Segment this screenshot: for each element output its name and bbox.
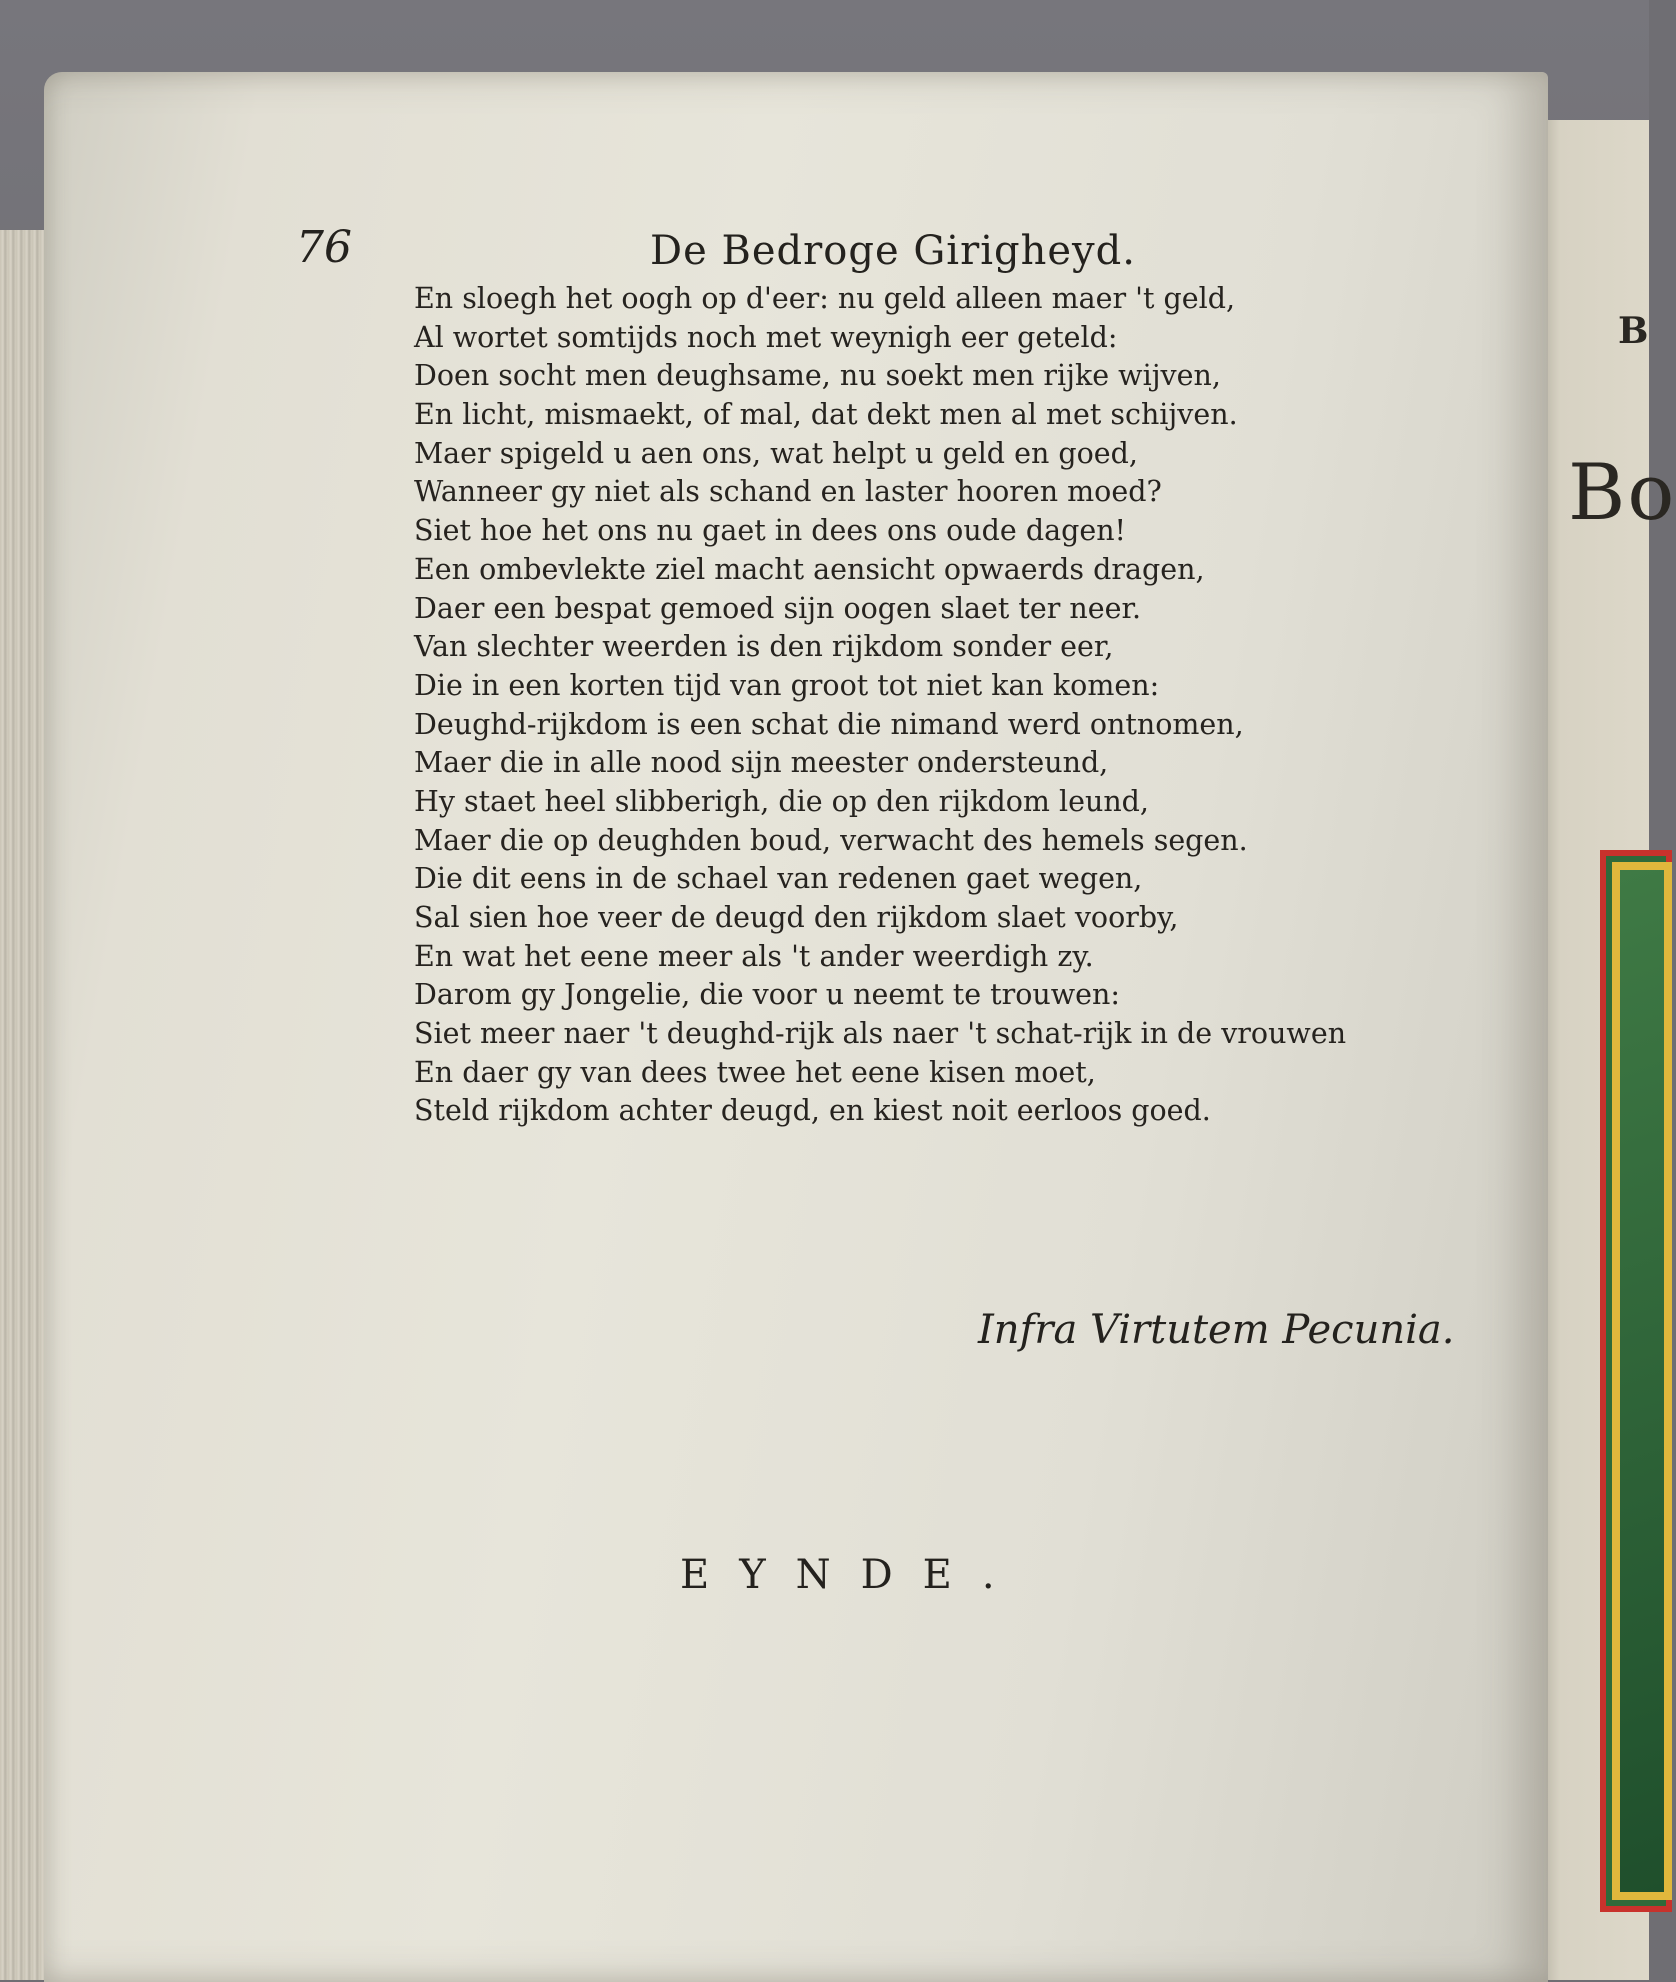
facing-page-illustration-frame <box>1600 850 1672 1912</box>
poem-line: En daer gy van dees twee het eene kisen moet, <box>414 1055 1096 1089</box>
poem-line: Maer die in alle nood sijn meester ondersteund, <box>414 746 1109 780</box>
poem-line: Al wortet somtijds noch met weynigh eer geteld: <box>414 320 1118 354</box>
poem-line: Daer een bespat gemoed sijn oogen slaet ter neer. <box>414 591 1142 625</box>
facing-page-illustration <box>1612 862 1672 1900</box>
poem-line: Sal sien hoe veer de deugd den rijkdom slaet voorby, <box>414 901 1179 934</box>
poem-line: En sloegh het oogh op d'eer: nu geld alleen maer 't geld, <box>414 282 1236 315</box>
motto: Infra Virtutem Pecunia. <box>978 1307 1455 1353</box>
poem-line: Siet meer naer 't deughd-rijk als naer 't schat-rijk in de vrouwen <box>414 1017 1347 1051</box>
poem <box>414 280 1394 1131</box>
poem-line: Doen socht men deughsame, nu soekt men rijke wijven, <box>414 359 1221 393</box>
poem-line: Van slechter weerden is den rijkdom sonder eer, <box>414 630 1114 664</box>
poem-line: En licht, mismaekt, of mal, dat dekt men al met schijven. <box>414 398 1238 432</box>
poem-line: Deughd-rijkdom is een schat die nimand werd ontnomen, <box>414 707 1244 741</box>
facing-page-heading: Bo <box>1568 448 1676 538</box>
poem-line: Die dit eens in de schael van redenen gaet wegen, <box>414 862 1143 896</box>
poem-line: Maer spigeld u aen ons, wat helpt u geld en goed, <box>414 436 1138 470</box>
poem-line: Wanneer gy niet als schand en laster hooren moed? <box>414 475 1162 509</box>
poem-line: Steld rijkdom achter deugd, en kiest noit eerloos goed. <box>414 1094 1211 1128</box>
page-number: 76 <box>296 222 352 273</box>
poem-line: Een ombevlekte ziel macht aensicht opwaerds dragen, <box>414 552 1205 586</box>
finis: EYNDE. <box>680 1552 1025 1598</box>
poem-line: Siet hoe het ons nu gaet in dees ons oude dagen! <box>414 514 1126 548</box>
poem-line: En wat het eene meer als 't ander weerdigh zy. <box>414 939 1094 973</box>
poem-line: Hy staet heel slibberigh, die op den rijkdom leund, <box>414 784 1149 818</box>
poem-line: Die in een korten tijd van groot tot niet kan komen: <box>414 668 1160 702</box>
poem-line: Darom gy Jongelie, die voor u neemt te trouwen: <box>414 978 1120 1012</box>
running-head: De Bedroge Girigheyd. <box>650 228 1136 274</box>
facing-page-letter: B <box>1618 310 1649 352</box>
poem-line: Maer die op deughden boud, verwacht des hemels segen. <box>414 823 1248 857</box>
